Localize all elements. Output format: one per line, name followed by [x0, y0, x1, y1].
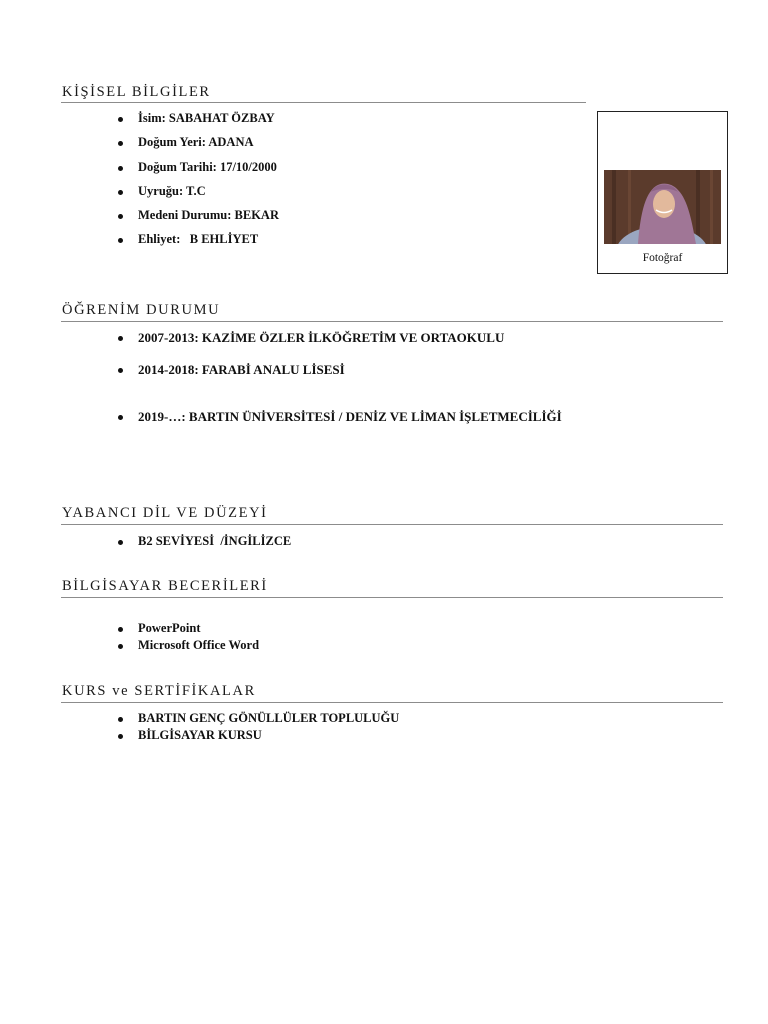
computer-skills-list	[118, 621, 259, 655]
list-item: Medeni Durumu: BEKAR	[118, 208, 279, 232]
photo-frame	[597, 111, 728, 274]
section-divider	[61, 524, 723, 525]
profile-photo	[604, 170, 721, 244]
list-item: BARTIN GENÇ GÖNÜLLÜLER TOPLULUĞU	[118, 711, 399, 728]
list-item: 2014-2018: FARABİ ANALU LİSESİ	[118, 362, 562, 409]
section-title-language: YABANCI DİL VE DÜZEYİ	[62, 505, 268, 521]
list-item: PowerPoint	[118, 621, 259, 638]
list-item: Uyruğu: T.C	[118, 184, 279, 208]
list-item: İsim: SABAHAT ÖZBAY	[118, 111, 279, 135]
section-title-courses: KURS ve SERTİFİKALAR	[62, 683, 256, 699]
list-item: 2019-…: BARTIN ÜNİVERSİTESİ / DENİZ VE LİMAN İŞLETMECİLİĞİ	[118, 409, 562, 429]
language-list	[118, 534, 291, 552]
section-divider	[61, 321, 723, 322]
section-divider	[61, 597, 723, 598]
section-divider	[61, 702, 723, 703]
list-item: Ehliyet: B EHLİYET	[118, 232, 279, 256]
section-title-computer: BİLGİSAYAR BECERİLERİ	[62, 578, 268, 594]
list-item: B2 SEVİYESİ /İNGİLİZCE	[118, 534, 291, 552]
personal-info-list	[118, 111, 279, 257]
section-title-personal: KİŞİSEL BİLGİLER	[62, 84, 211, 100]
photo-caption: Fotoğraf	[642, 252, 683, 264]
section-divider	[61, 102, 586, 103]
section-title-education: ÖĞRENİM DURUMU	[62, 302, 221, 318]
list-item: Microsoft Office Word	[118, 638, 259, 655]
list-item: BİLGİSAYAR KURSU	[118, 728, 399, 745]
courses-list	[118, 711, 399, 745]
list-item: Doğum Yeri: ADANA	[118, 135, 279, 159]
list-item: Doğum Tarihi: 17/10/2000	[118, 160, 279, 184]
list-item: 2007-2013: KAZİME ÖZLER İLKÖĞRETİM VE ORTAOKULU	[118, 330, 562, 362]
education-list	[118, 330, 562, 429]
profile-photo-image	[604, 170, 721, 244]
